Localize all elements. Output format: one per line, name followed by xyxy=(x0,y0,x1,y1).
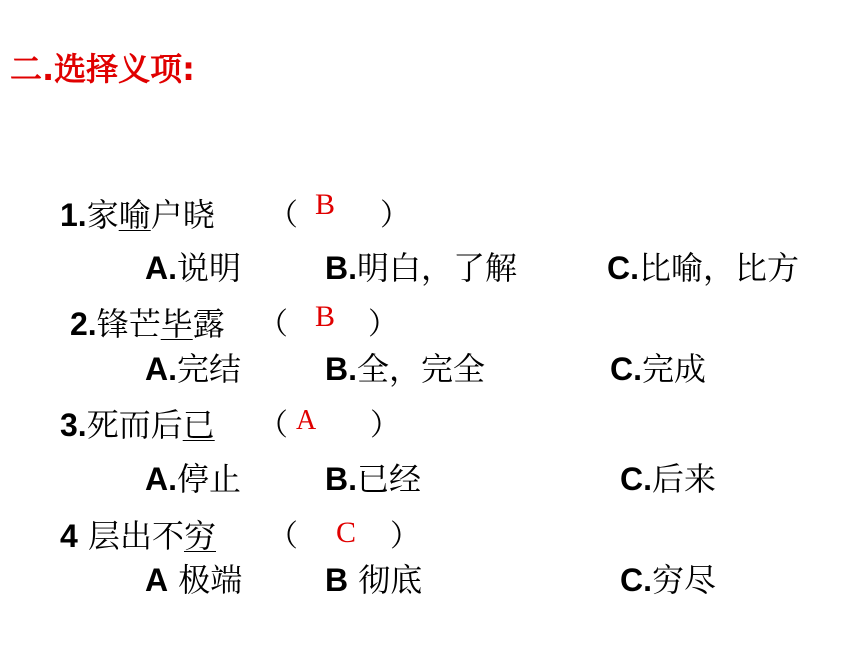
question-4-close-paren: ） xyxy=(390,519,420,554)
question-2-number: 2. xyxy=(70,306,97,342)
question-1-post: 户晓 xyxy=(150,196,215,234)
question-2-open-paren: （ xyxy=(258,307,288,342)
question-2-close-paren: ） xyxy=(368,307,398,342)
question-1-number: 1. xyxy=(60,197,87,233)
question-3-option-a: A.停止 xyxy=(145,460,242,498)
question-3-number: 3. xyxy=(60,407,87,443)
question-1-answer: B xyxy=(315,188,336,221)
question-1-open-paren: （ xyxy=(268,198,298,233)
question-3-pre: 死而后 xyxy=(86,406,183,444)
question-2-answer: B xyxy=(315,300,336,333)
question-1-option-c: C.比喻，比方 xyxy=(607,249,800,287)
question-2-option-a: A.完结 xyxy=(145,350,242,388)
question-4-stem xyxy=(60,511,216,557)
question-2-pre: 锋芒 xyxy=(96,305,161,343)
question-1-target-char: 喻 xyxy=(118,196,151,234)
question-3-target-char: 已 xyxy=(182,406,215,444)
section-heading: 二.选择义项: xyxy=(10,50,195,88)
question-2-option-c: C.完成 xyxy=(610,350,707,388)
question-2-post: 露 xyxy=(192,305,225,343)
question-3-option-c: C.后来 xyxy=(620,460,717,498)
question-4-open-paren: （ xyxy=(268,519,298,554)
question-3-open-paren: （ xyxy=(258,408,288,443)
question-1-option-a: A.说明 xyxy=(145,249,242,287)
question-1-option-b: B.明白，了解 xyxy=(325,249,518,287)
question-2-target-char: 毕 xyxy=(160,305,193,343)
question-1-stem xyxy=(60,190,215,236)
question-3-answer: A xyxy=(296,405,317,436)
question-4-number: 4 xyxy=(60,518,78,554)
question-2-option-b: B.全，完全 xyxy=(325,350,486,388)
question-1-pre: 家 xyxy=(86,196,119,234)
question-2-stem xyxy=(70,299,225,345)
question-4-option-b: B 彻底 xyxy=(325,561,423,599)
question-4-target-char: 穷 xyxy=(183,517,216,555)
question-4-option-a: A 极端 xyxy=(145,561,243,599)
question-4-pre: 层出不 xyxy=(77,517,184,555)
question-3-stem xyxy=(60,400,215,446)
question-4-answer: C xyxy=(336,516,357,549)
question-3-option-b: B.已经 xyxy=(325,460,422,498)
question-1-close-paren: ） xyxy=(380,198,410,233)
question-4-option-c: C.穷尽 xyxy=(620,561,717,599)
question-3-close-paren: ） xyxy=(370,408,400,443)
